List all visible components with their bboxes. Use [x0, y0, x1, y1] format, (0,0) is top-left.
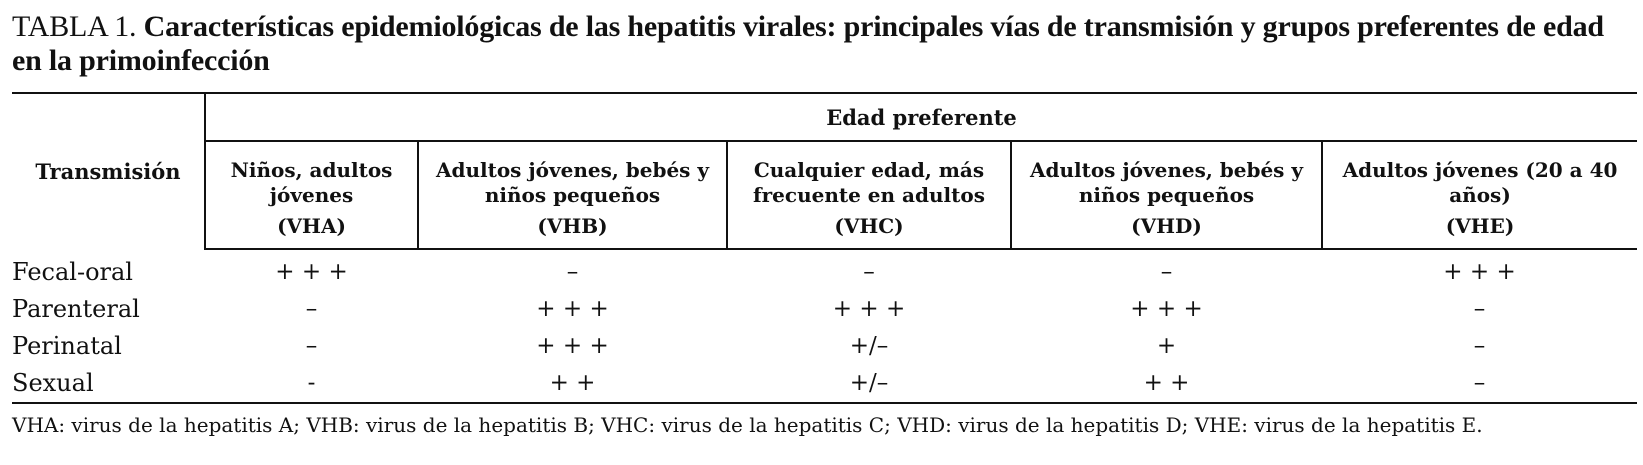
table-cell: +/– [727, 365, 1011, 403]
header-transmision: Transmisión [12, 93, 205, 249]
header-col-abbr: (VHA) [277, 214, 346, 238]
table-cell: + + + [536, 296, 609, 322]
row-label: Perinatal [12, 332, 122, 360]
table-cell: – [566, 259, 579, 285]
table-cell: + [1156, 333, 1177, 359]
table-cell: – [305, 333, 318, 359]
row-label: Parenteral [12, 295, 140, 323]
table-cell: + + + [275, 259, 348, 285]
table-cell: + + + [832, 296, 906, 322]
table-cell: +/– [849, 333, 889, 359]
table-header-row-group [12, 93, 1637, 141]
header-col-age: Adultos jóvenes, bebés y niños pequeños [435, 158, 710, 207]
header-col-abbr: (VHC) [834, 214, 904, 238]
header-col-age: Adultos jóvenes (20 a 40 años) [1342, 158, 1618, 207]
table-cell: + + [1011, 365, 1322, 403]
header-col-age: Cualquier edad, más frecuente en adultos [753, 158, 985, 207]
table-cell: – [1473, 333, 1486, 359]
table-row [12, 328, 1637, 365]
table-cell: – [1322, 365, 1637, 403]
header-col-abbr: (VHD) [1131, 214, 1202, 238]
header-col-age: Adultos jóvenes, bebés y niños pequeños [1029, 158, 1304, 207]
table-title-label: TABLA 1. [12, 10, 137, 43]
table-row [12, 365, 1637, 403]
table-cell: + + + [1130, 296, 1203, 322]
hepatitis-table [12, 92, 1637, 404]
header-col-abbr: (VHE) [1445, 214, 1515, 238]
header-col-age: Niños, adultos jóvenes [230, 158, 393, 207]
header-edad-preferente: Edad preferente [205, 93, 1637, 141]
header-col-vhd [1011, 141, 1322, 249]
row-label: Sexual [12, 365, 205, 403]
table-cell: – [305, 296, 318, 322]
row-label: Fecal-oral [12, 257, 133, 286]
document-page [12, 10, 1637, 438]
table-row [12, 291, 1637, 328]
table-row [12, 249, 1637, 291]
header-col-vhb [418, 141, 727, 249]
table-cell: + + + [536, 333, 609, 359]
table-footnote: VHA: virus de la hepatitis A; VHB: virus de la hepatitis B; VHC: virus de la hepatitis C; VHD: virus de la hepatitis D; VHE: virus de la hepatitis E. [12, 413, 1483, 437]
table-cell: + + [418, 365, 727, 403]
header-col-abbr: (VHB) [537, 214, 608, 238]
header-col-vhc [727, 141, 1011, 249]
table-cell: – [1473, 296, 1486, 322]
table-cell: + + + [1443, 259, 1516, 285]
table-title [12, 10, 1637, 78]
table-title-text: Características epidemiológicas de las hepatitis virales: principales vías de transmisión y grupos preferentes de edad en la primoinfección [12, 10, 1604, 77]
table-cell: - [205, 365, 418, 403]
table-header-row-columns [12, 141, 1637, 249]
header-col-vha [205, 141, 418, 249]
header-col-vhe [1322, 141, 1637, 249]
table-cell: – [1160, 259, 1173, 285]
table-cell: – [863, 259, 875, 285]
